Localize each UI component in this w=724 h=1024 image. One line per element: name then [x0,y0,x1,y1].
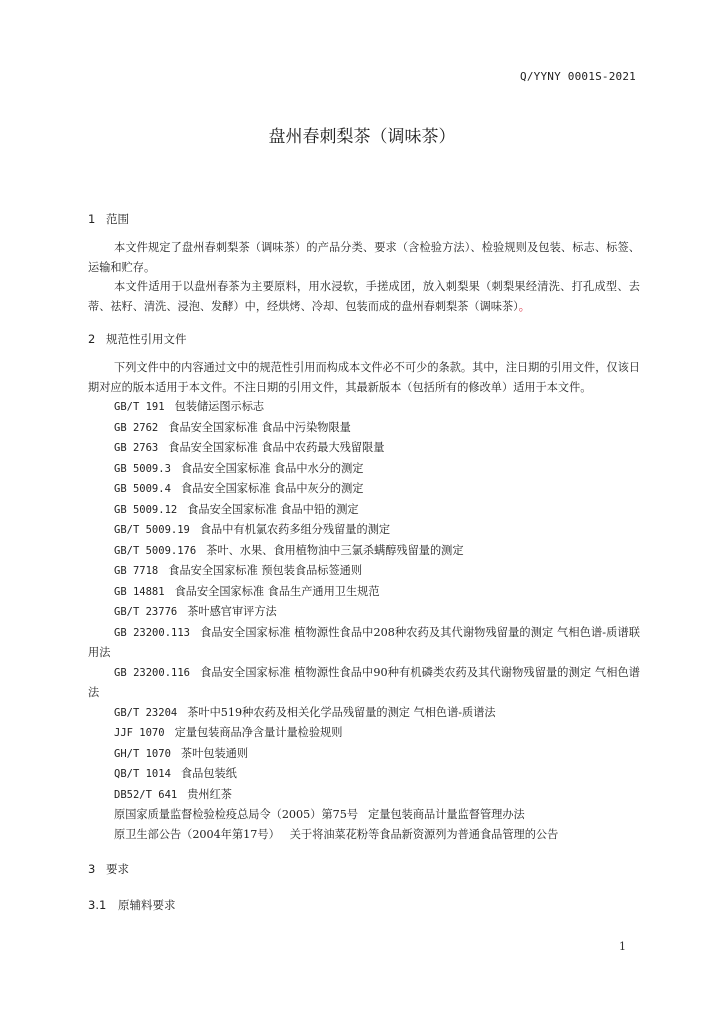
reference-title: 包装储运图示标志 [174,400,265,413]
reference-code: GB/T 23776 [114,606,178,618]
reference-code: GB 23200.113 [114,626,190,639]
reference-code: 原卫生部公告（2004年第17号） [114,827,280,841]
reference-item [88,500,640,521]
reference-title: 食品安全国家标准 食品中灰分的测定 [180,482,364,495]
section-3-1-heading [88,894,640,916]
page-number: 1 [619,940,626,953]
references-intro: 下列文件中的内容通过文中的规范性引用而构成本文件必不可少的条款。其中，注日期的引用文件，仅该日期对应的版本适用于本文件。不注日期的引用文件，其最新版本（包括所有的修改单）适用于本文件。 [88,361,640,394]
reference-title: 定量包装商品计量监督管理办法 [368,808,525,821]
section-title: 规范性引用文件 [106,332,187,346]
reference-code: DB52/T 641 [114,788,178,801]
reference-code: GB 5009.3 [114,462,171,475]
reference-title: 食品包装纸 [180,767,237,780]
reference-title: 食品安全国家标准 食品中水分的测定 [180,461,364,475]
reference-title: 茶叶感官审评方法 [187,605,277,618]
reference-code: GB 5009.4 [114,483,171,495]
reference-item [88,582,640,603]
reference-title: 贵州红茶 [187,787,232,801]
reference-title: 茶叶中519种农药及相关化学品残留量的测定 气相色谱-质谱法 [187,705,496,719]
reference-title: 食品安全国家标准 食品中铅的测定 [187,502,359,516]
section-title: 要求 [106,862,129,876]
reference-title: 茶叶包装通则 [180,746,249,760]
section-number: 3.1 [88,898,107,912]
reference-title: 食品安全国家标准 植物源性食品中90种有机磷类农药及其代谢物残留量的测定 气相色谱法 [88,665,640,699]
reference-item [88,438,640,459]
scope-paragraph-2 [88,277,640,316]
reference-item [88,602,640,623]
reference-code: 原国家质量监督检验检疫总局令（2005）第75号 [114,808,359,821]
section-1-heading [88,208,640,230]
reference-item [88,744,640,765]
document-body [88,208,640,916]
reference-item [88,785,640,806]
scope-paragraph-1: 本文件规定了盘州春刺梨茶（调味茶）的产品分类、要求（含检验方法）、检验规则及包装、标志、标签、运输和贮存。 [88,241,640,274]
reference-item [88,541,640,562]
reference-item [88,479,640,500]
reference-code: GB/T 23204 [114,706,178,719]
reference-item [88,825,640,845]
reference-title: 食品安全国家标准 植物源性食品中208种农药及其代谢物残留量的测定 气相色谱-质谱联用法 [88,625,640,659]
reference-code: GB 7718 [114,565,159,577]
reference-code: GB 23200.116 [114,666,190,679]
section-title: 原辅料要求 [118,898,176,912]
section-2-heading [88,328,640,350]
reference-code: GB 14881 [114,585,165,598]
reference-title: 食品安全国家标准 食品生产通用卫生规范 [174,584,380,598]
section-number: 1 [88,212,96,226]
reference-code: QB/T 1014 [114,768,171,780]
reference-title: 食品中有机氯农药多组分残留量的测定 [199,523,391,536]
standard-code: Q/YYNY 0001S-2021 [520,70,636,83]
reference-item [88,561,640,582]
scope-paragraph-2-text: 本文件适用于以盘州春茶为主要原料，用水浸软，手搓成团，放入刺梨果（刺梨果经清洗、打孔成型、去蒂、祛籽、清洗、浸泡、发酵）中，经烘烤、冷却、包装而成的盘州春刺梨茶（调味茶） [88,280,640,313]
reference-title: 茶叶、水果、食用植物油中三氯杀螨醇残留量的测定 [206,543,464,557]
reference-code: JJF 1070 [114,727,165,739]
reference-item [88,805,640,825]
reference-code: GB 2763 [114,442,159,454]
reference-title: 定量包装商品净含量计量检验规则 [174,726,343,739]
reference-item [88,459,640,480]
reference-code: GH/T 1070 [114,747,171,760]
reference-item [88,723,640,744]
reference-code: GB 5009.12 [114,503,178,516]
reference-item [88,703,640,724]
reference-code: GB/T 5009.176 [114,544,197,557]
reference-code: GB/T 5009.19 [114,524,190,536]
section-3-heading [88,858,640,880]
section-number: 3 [88,862,96,876]
reference-item [88,418,640,439]
reference-item [88,623,640,663]
reference-list [88,397,640,844]
scope-paragraph-2-end: 。 [518,299,530,313]
reference-code: GB 2762 [114,421,159,434]
reference-title: 食品安全国家标准 食品中污染物限量 [168,420,351,434]
reference-title: 关于将油菜花粉等食品新资源列为普通食品管理的公告 [289,827,559,841]
reference-title: 食品安全国家标准 预包装食品标签通则 [168,564,363,577]
reference-item [88,663,640,703]
section-number: 2 [88,332,96,346]
reference-item [88,764,640,785]
reference-code: GB/T 191 [114,401,165,413]
reference-item [88,520,640,541]
section-title: 范围 [106,212,129,226]
page-title: 盘州春刺梨茶（调味茶） [268,127,456,147]
reference-item [88,397,640,418]
reference-title: 食品安全国家标准 食品中农药最大残留限量 [168,441,385,454]
